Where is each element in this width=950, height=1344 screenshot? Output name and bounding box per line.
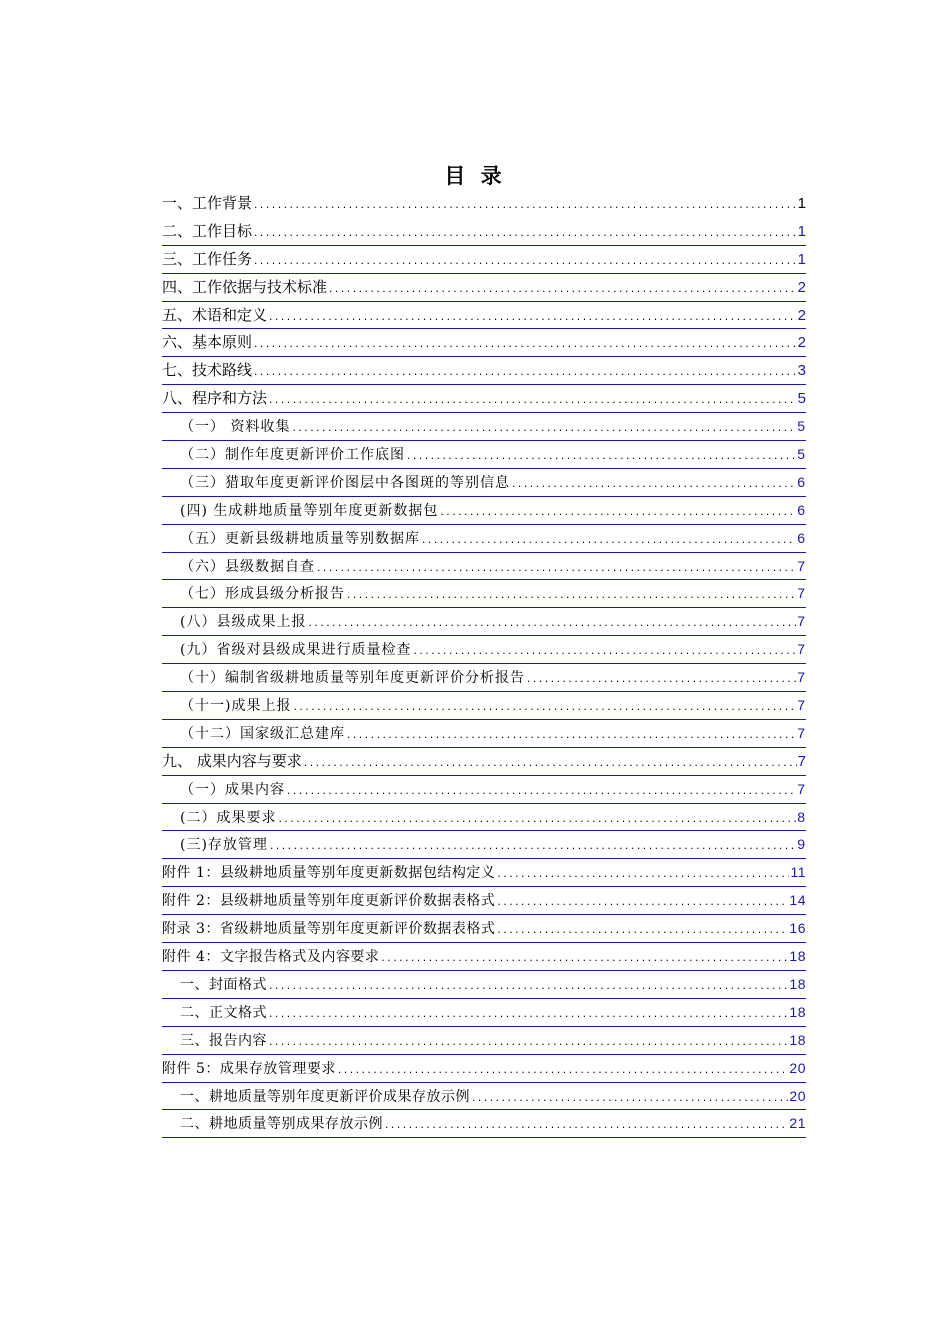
toc-entry[interactable]: [162, 999, 806, 1027]
toc-entry-label: 附件 4：文字报告格式及内容要求: [162, 949, 380, 966]
toc-dot-leader: [253, 221, 797, 249]
toc-entry-label: （十二）国家级汇总建库: [180, 725, 345, 742]
toc-entry[interactable]: [162, 1027, 806, 1055]
toc-entry-label: (四) 生成耕地质量等别年度更新数据包: [180, 502, 439, 519]
toc-entry[interactable]: [162, 302, 806, 330]
toc-dot-leader: [268, 1002, 788, 1030]
toc-entry[interactable]: [162, 413, 806, 441]
toc-dot-leader: [303, 751, 797, 779]
toc-entry[interactable]: [162, 692, 806, 720]
toc-entry[interactable]: [162, 385, 806, 413]
toc-dot-leader: [346, 723, 796, 751]
toc-entry-label: 附录 3：省级耕地质量等别年度更新评价数据表格式: [162, 921, 496, 938]
toc-entry[interactable]: [162, 190, 806, 218]
toc-entry-page-number: 7: [797, 557, 806, 574]
toc-entry[interactable]: [162, 915, 806, 943]
toc-entry-page-number: 18: [789, 948, 806, 965]
toc-entry-page-number: 14: [789, 892, 806, 909]
toc-entry-label: （三）猎取年度更新评价图层中各图斑的等别信息: [180, 474, 510, 491]
toc-title: 目 录: [444, 164, 506, 188]
toc-entry-page-number: 7: [797, 641, 806, 658]
toc-entry-page-number: 18: [789, 1003, 806, 1020]
toc-entry[interactable]: [162, 943, 806, 971]
toc-entry-page-number: 6: [797, 501, 806, 518]
toc-entry-label: 一、工作背景: [162, 194, 253, 212]
toc-entry[interactable]: [162, 608, 806, 636]
toc-entry-page-number: 7: [797, 585, 806, 602]
toc-entry-label: 附件 5：成果存放管理要求: [162, 1060, 336, 1077]
toc-entry-page-number: 21: [789, 1115, 806, 1132]
toc-entry[interactable]: [162, 580, 806, 608]
toc-entry[interactable]: [162, 246, 806, 274]
toc-entry-label: 附件 1：县级耕地质量等别年度更新数据包结构定义: [162, 865, 496, 882]
toc-dot-leader: [328, 277, 797, 305]
toc-dot-leader: [511, 472, 796, 500]
toc-dot-leader: [412, 639, 796, 667]
toc-entry-page-number: 20: [789, 1059, 806, 1076]
toc-entry-page-number: 6: [797, 529, 806, 546]
toc-entry-page-number: 1: [797, 195, 806, 212]
toc-dot-leader: [421, 528, 796, 556]
toc-entry-label: 九、 成果内容与要求: [162, 751, 302, 770]
toc-entry-label: （一） 资料收集: [180, 419, 291, 436]
toc-entry-page-number: 7: [797, 613, 806, 630]
toc-entry-label: (二）成果要求: [180, 809, 277, 826]
toc-entry[interactable]: [162, 887, 806, 915]
toc-dot-leader: [439, 500, 796, 528]
toc-entry-label: （十一)成果上报: [180, 698, 292, 715]
toc-entry-page-number: 7: [797, 752, 806, 770]
toc-entry-label: 附件 2：县级耕地质量等别年度更新评价数据表格式: [162, 893, 496, 910]
toc-entry-label: （五）更新县级耕地质量等别数据库: [180, 530, 420, 547]
toc-entry-page-number: 18: [789, 1031, 806, 1048]
toc-entry[interactable]: [162, 1110, 806, 1138]
toc-entry[interactable]: [162, 1083, 806, 1111]
toc-entry-page-number: 20: [789, 1087, 806, 1104]
toc-entry-page-number: 1: [797, 250, 806, 268]
toc-entry-page-number: 2: [797, 278, 806, 296]
toc-dot-leader: [286, 779, 796, 807]
toc-entry[interactable]: [162, 469, 806, 497]
toc-entry-page-number: 5: [797, 418, 806, 435]
toc-dot-leader: [380, 946, 788, 974]
toc-entry-label: 三、工作任务: [162, 249, 253, 268]
toc-entry-page-number: 5: [797, 390, 806, 408]
toc-dot-leader: [406, 444, 796, 472]
toc-entry-page-number: 6: [797, 473, 806, 490]
toc-dot-leader: [526, 667, 796, 695]
toc-entry-page-number: 2: [797, 334, 806, 352]
toc-entry[interactable]: [162, 636, 806, 664]
toc-entry[interactable]: [162, 804, 806, 832]
toc-dot-leader: [253, 249, 797, 277]
toc-entry-label: (九）省级对县级成果进行质量检查: [180, 642, 412, 659]
toc-entry[interactable]: [162, 776, 806, 804]
toc-entry-label: 五、术语和定义: [162, 305, 268, 324]
toc-entry[interactable]: [162, 274, 806, 302]
toc-entry[interactable]: [162, 497, 806, 525]
toc-entry[interactable]: [162, 218, 806, 246]
table-of-contents: [162, 190, 806, 1138]
toc-entry-label: 四、工作依据与技术标准: [162, 277, 328, 296]
toc-dot-leader: [268, 305, 797, 333]
toc-dot-leader: [253, 332, 797, 360]
toc-dot-leader: [253, 193, 797, 221]
toc-entry-page-number: 7: [797, 669, 806, 686]
toc-entry[interactable]: [162, 553, 806, 581]
toc-entry-label: 三、报告内容: [180, 1032, 267, 1049]
toc-entry-label: 二、耕地质量等别成果存放示例: [180, 1116, 383, 1133]
toc-entry-label: （十）编制省级耕地质量等别年度更新评价分析报告: [180, 670, 525, 687]
toc-entry[interactable]: [162, 525, 806, 553]
toc-dot-leader: [496, 862, 789, 890]
toc-dot-leader: [496, 918, 788, 946]
toc-entry-label: (三)存放管理: [180, 837, 268, 854]
toc-dot-leader: [337, 1058, 789, 1086]
toc-entry-label: 一、耕地质量等别年度更新评价成果存放示例: [180, 1088, 470, 1105]
toc-entry-label: （一）成果内容: [180, 781, 285, 798]
toc-entry-label: （七）形成县级分析报告: [180, 586, 345, 603]
toc-entry-page-number: 7: [797, 724, 806, 741]
toc-dot-leader: [384, 1113, 788, 1141]
toc-entry-label: 六、基本原则: [162, 333, 253, 352]
toc-entry[interactable]: [162, 831, 806, 859]
toc-entry-label: 八、程序和方法: [162, 389, 268, 408]
toc-dot-leader: [292, 695, 796, 723]
toc-entry-label: 二、正文格式: [180, 1004, 267, 1021]
toc-entry-page-number: 8: [797, 808, 806, 825]
toc-entry-label: （二）制作年度更新评价工作底图: [180, 447, 405, 464]
toc-entry[interactable]: [162, 1055, 806, 1083]
toc-dot-leader: [253, 360, 797, 388]
toc-entry[interactable]: [162, 971, 806, 999]
toc-dot-leader: [316, 556, 796, 584]
toc-entry[interactable]: [162, 441, 806, 469]
toc-dot-leader: [307, 611, 796, 639]
toc-entry-page-number: 1: [797, 222, 806, 240]
toc-dot-leader: [268, 974, 788, 1002]
toc-dot-leader: [471, 1086, 788, 1114]
toc-dot-leader: [268, 388, 797, 416]
toc-entry-page-number: 7: [797, 697, 806, 714]
toc-dot-leader: [496, 890, 788, 918]
toc-entry-page-number: 2: [797, 306, 806, 324]
toc-entry-page-number: 5: [797, 446, 806, 463]
toc-entry-page-number: 7: [797, 780, 806, 797]
toc-entry-page-number: 16: [789, 920, 806, 937]
toc-dot-leader: [268, 1030, 788, 1058]
toc-entry-page-number: 18: [789, 975, 806, 992]
toc-dot-leader: [346, 583, 796, 611]
toc-entry-page-number: 11: [790, 864, 806, 881]
toc-entry-label: 二、工作目标: [162, 221, 253, 240]
toc-entry-page-number: 9: [797, 836, 806, 853]
toc-dot-leader: [269, 834, 796, 862]
toc-entry-label: (八）县级成果上报: [180, 614, 307, 631]
toc-entry-label: 一、封面格式: [180, 976, 267, 993]
toc-entry[interactable]: [162, 664, 806, 692]
toc-dot-leader: [291, 416, 796, 444]
toc-entry[interactable]: [162, 748, 806, 776]
toc-entry[interactable]: [162, 720, 806, 748]
toc-dot-leader: [277, 807, 796, 835]
toc-entry[interactable]: [162, 329, 806, 357]
toc-entry-label: 七、技术路线: [162, 361, 253, 380]
toc-entry[interactable]: [162, 859, 806, 887]
toc-entry[interactable]: [162, 357, 806, 385]
toc-entry-label: （六）县级数据自查: [180, 558, 315, 575]
toc-entry-page-number: 3: [797, 362, 806, 380]
